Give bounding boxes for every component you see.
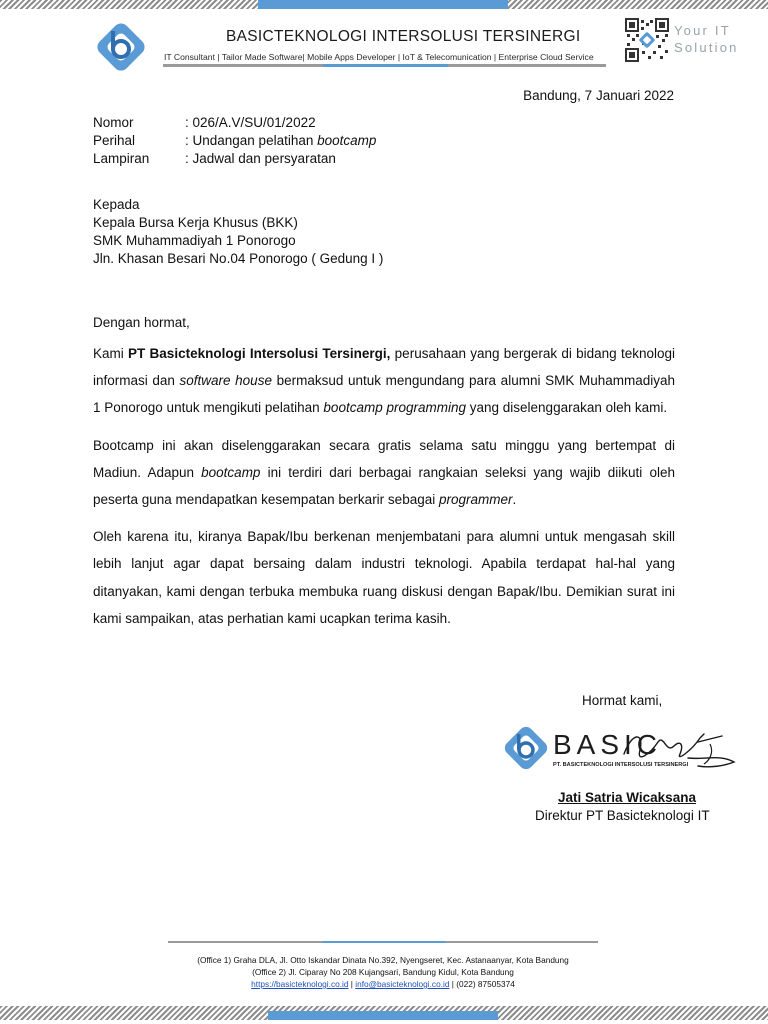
recipient-line: Kepala Bursa Kerja Khusus (BKK) xyxy=(93,215,298,230)
recipient-line: Jln. Khasan Besari No.04 Ponorogo ( Gedung I ) xyxy=(93,251,384,266)
subject-value: : Undangan pelatihan bootcamp xyxy=(185,133,377,148)
company-stamp-subtitle: PT. BASICTEKNOLOGI INTERSOLUSI TERSINERGI xyxy=(553,762,689,768)
company-services: IT Consultant | Tailor Made Software| Mobile Apps Developer | IoT & Telecomunication | Enterprise Cloud Service xyxy=(164,52,594,62)
bottom-stripe xyxy=(0,1006,768,1020)
bottom-stripe-accent xyxy=(268,1011,498,1020)
signatory-title: Direktur PT Basicteknologi IT xyxy=(535,808,710,823)
subject-label: Perihal xyxy=(93,133,136,148)
signatory-name: Jati Satria Wicaksana xyxy=(558,790,696,805)
footer-contacts: https://basicteknologi.co.id | info@basicteknologi.co.id | (022) 87505374 xyxy=(251,979,515,989)
handwritten-signature xyxy=(614,724,742,776)
tagline xyxy=(674,22,739,56)
recipient-line: SMK Muhammadiyah 1 Ponorogo xyxy=(93,233,296,248)
footer-office-1: (Office 1) Graha DLA, Jl. Otto Iskandar Dinata No.392, Nyengseret, Kec. Astanaanyar, Kota Bandung xyxy=(197,955,569,965)
closing-salutation: Hormat kami, xyxy=(582,693,663,708)
subject-row xyxy=(93,132,376,150)
letter-body xyxy=(93,340,679,642)
email-link[interactable]: info@basicteknologi.co.id xyxy=(355,979,450,989)
top-stripe-accent xyxy=(258,0,508,9)
body-paragraph-3: Oleh karena itu, kiranya Bapak/Ibu berkenan menjembatani para alumni untuk mengasah skill lebih lanjut agar dapat bersaing dalam industri teknologi. Apabila terdapat hal-hal yang ditanyakan, kami dengan terbuka membuka ruang diskusi dengan Bapak/Ibu. Demikian surat ini kami sampaikan, atas perhatian kami ucapkan terima kasih. xyxy=(93,529,675,626)
body-paragraph-1: Kami PT Basicteknologi Intersolusi Tersinergi, perusahaan yang bergerak di bidang teknologi informasi dan software house bermaksud untuk mengundang para alumni SMK Muhammadiyah 1 Ponorogo untuk mengikuti pelatihan bootcamp programming yang diselenggarakan oleh kami. xyxy=(93,346,679,416)
footer-office-2: (Office 2) Jl. Ciparay No 208 Kujangsari, Bandung Kidul, Kota Bandung xyxy=(252,967,514,977)
company-stamp-logo-icon xyxy=(500,722,552,774)
greeting: Dengan hormat, xyxy=(93,315,190,330)
qr-code-icon xyxy=(625,18,669,62)
body-paragraph-2: Bootcamp ini akan diselenggarakan secara gratis selama satu minggu yang bertempat di Madiun. Adapun bootcamp ini terdiri dari berbagai rangkaian seleksi yang wajib diikuti oleh peserta guna mendapatkan kesempatan berkarir sebagai programmer. xyxy=(93,437,679,508)
reference-number-label: Nomor xyxy=(93,115,134,130)
reference-number-row xyxy=(93,114,376,132)
company-logo-icon xyxy=(92,18,150,76)
top-stripe xyxy=(0,0,768,9)
letter-reference-block xyxy=(93,114,376,168)
attachment-value: : Jadwal dan persyaratan xyxy=(185,151,336,166)
header-divider-accent xyxy=(323,64,448,67)
attachment-row xyxy=(93,150,376,168)
tagline-line-2: Solution xyxy=(674,40,739,55)
footer-divider-accent xyxy=(322,941,446,943)
reference-number-value: : 026/A.V/SU/01/2022 xyxy=(185,115,316,130)
recipient-block xyxy=(93,196,383,268)
company-name: BASICTEKNOLOGI INTERSOLUSI TERSINERGI xyxy=(226,28,581,45)
company-stamp-brand: BASIC xyxy=(553,729,663,760)
footer-address-block xyxy=(130,954,636,990)
recipient-line: Kepada xyxy=(93,197,140,212)
attachment-label: Lampiran xyxy=(93,151,150,166)
tagline-line-1: Your IT xyxy=(674,23,731,38)
phone-number: (022) 87505374 xyxy=(456,979,515,989)
letter-date: Bandung, 7 Januari 2022 xyxy=(523,88,674,103)
website-link[interactable]: https://basicteknologi.co.id xyxy=(251,979,349,989)
